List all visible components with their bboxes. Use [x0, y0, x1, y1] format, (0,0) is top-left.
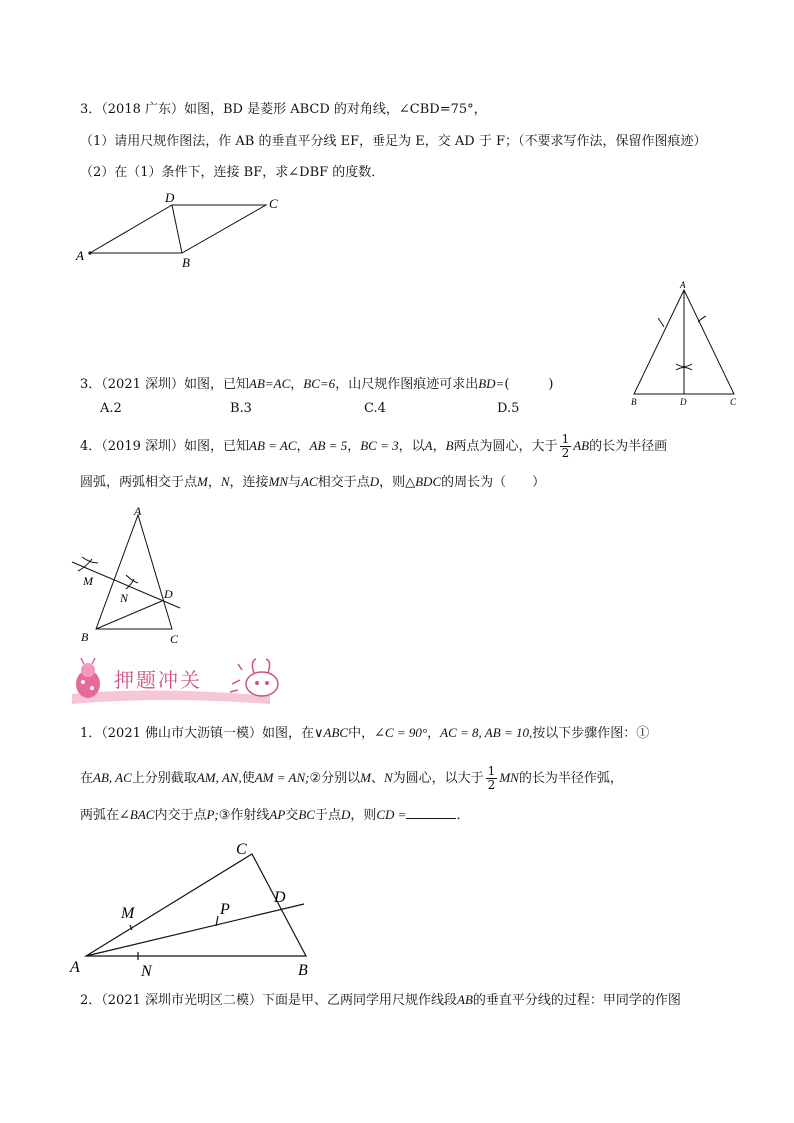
p2-line1: 2．（2021 深圳市光明区二模）下面是甲、乙两同学用尺规作线段AB的垂直平分线的过程：甲同学的作图 — [80, 992, 681, 1008]
q4-line2: 圆弧，两弧相交于点M，N，连接MN与AC相交于点D，则△BDC的周长为（ ） — [80, 474, 546, 490]
section-banner — [70, 656, 285, 706]
arc-mark-left — [658, 318, 664, 327]
q4-figure — [68, 505, 193, 647]
label-a: A — [76, 248, 84, 263]
p1-line3: 两弧在∠BAC内交于点P;③作射线AP交BC于点D，则CD = ． — [80, 807, 470, 823]
label-c: C — [730, 397, 737, 407]
banner-title: 押题冲关 — [114, 668, 202, 692]
label-c: C — [236, 841, 247, 858]
label-d: D — [164, 587, 173, 601]
label-a: A — [680, 280, 686, 290]
q3a-line3: （2）在（1）条件下，连接 BF，求∠DBF 的度数． — [80, 165, 385, 180]
answer-blank[interactable] — [406, 806, 456, 819]
ray-ap — [86, 904, 304, 956]
rhombus-abcd — [90, 205, 266, 253]
label-m: M — [121, 905, 135, 922]
q3b-option-c: C.4 — [364, 401, 386, 416]
fraction-half: $\frac{1}{2}$ — [487, 764, 496, 792]
q4-line1: 4．（2019 深圳）如图，已知AB = AC，AB = 5，BC = 3，以A，B两点为圆心，大于 $\frac{1}{2}$ AB的长为半径画 — [80, 432, 668, 460]
label-n: N — [120, 591, 129, 605]
label-p: P — [220, 901, 230, 918]
triangle-abc — [86, 854, 306, 956]
segment-bd — [96, 601, 162, 629]
q3a-line1: 3．（2018 广东）如图，BD 是菱形 ABCD 的对角线，∠CBD=75°， — [80, 102, 487, 117]
p1-figure — [68, 834, 328, 980]
label-c: C — [269, 196, 278, 211]
p1-line1: 1．（2021 佛山市大沥镇一模）如图，在∨ABC中，∠C = 90°，AC = 8, AB = 10,按以下步骤作图：① — [80, 725, 650, 741]
q3b-stem: 3．（2021 深圳）如图，已知AB=AC，BC=6，山尺规作图痕迹可求出BD=( ) — [80, 376, 554, 392]
isosceles-figure — [622, 278, 747, 410]
label-m: M — [83, 574, 93, 588]
q3b-option-a: A.2 — [100, 401, 122, 416]
cartoon-rabbit-icon — [230, 659, 278, 696]
ladybug-icon — [76, 658, 100, 698]
label-a: A — [134, 505, 142, 518]
q3b-option-b: B.3 — [230, 401, 252, 416]
label-d: D — [165, 190, 175, 205]
label-c: C — [170, 632, 179, 646]
label-d: D — [274, 889, 286, 906]
p1-line2: 在AB, AC上分别截取AM, AN,使AM = AN;②分别以M、N为圆心，以大于 $\frac{1}{2}$ MN的长为半径作弧， — [80, 764, 623, 792]
diagonal-bd — [172, 205, 182, 253]
q3b-option-d: D.5 — [497, 401, 520, 416]
triangle-abc — [96, 515, 172, 629]
label-b: B — [298, 962, 308, 979]
arc-mark-right — [698, 316, 706, 322]
q3a-line2: （1）请用尺规作图法，作 AB 的垂直平分线 EF，垂足为 E，交 AD 于 F；（不要求写作法，保留作图痕迹） — [80, 134, 707, 149]
label-b: B — [81, 630, 89, 644]
label-a: A — [70, 959, 80, 976]
label-b: B — [182, 255, 190, 270]
label-b: B — [631, 397, 637, 407]
fraction-half: $\frac{1}{2}$ — [561, 432, 570, 460]
label-d: D — [680, 397, 687, 407]
label-n: N — [141, 963, 152, 980]
rhombus-figure — [70, 188, 290, 273]
